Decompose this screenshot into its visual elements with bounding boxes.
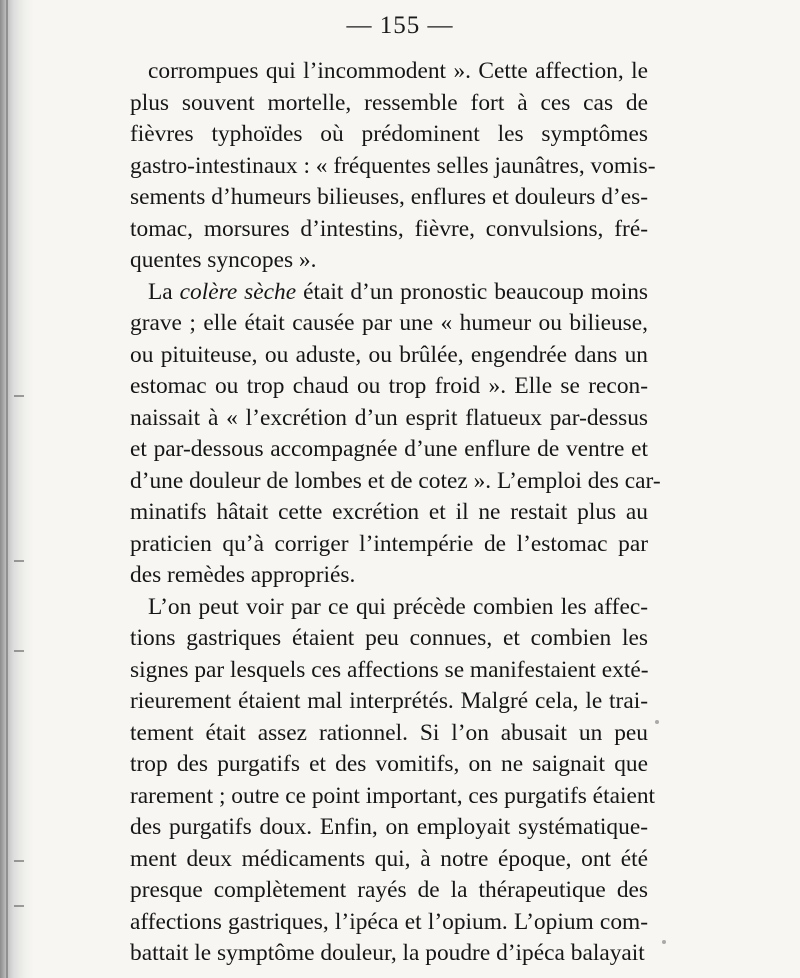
text-line: et par-dessous accompagnée d’une enflure de ventre et: [130, 436, 648, 462]
gutter-mark: [14, 560, 24, 562]
text-line: corrompues qui l’incommodent ». Cette affection, le: [148, 58, 648, 84]
italic-term: colère sèche: [179, 278, 297, 305]
gutter-edge-line: [6, 0, 8, 978]
body-text: [130, 56, 661, 970]
text-line: trop des purgatifs et des vomitifs, on ne saignait que: [130, 751, 648, 777]
text-line: rieurement étaient mal interprétés. Malgré cela, le trai-: [130, 688, 648, 714]
text-line: grave ; elle était causée par une « humeur ou bilieuse,: [130, 310, 648, 336]
text-line: fièvres typhoïdes où prédominent les symptômes: [130, 121, 648, 147]
text-line: d’une douleur de lombes et de cotez ». L’emploi des car-: [130, 467, 661, 494]
text-line: estomac ou trop chaud ou trop froid ». Elle se recon-: [130, 373, 648, 399]
text-line: quentes syncopes ».: [130, 247, 317, 273]
text-segment: La: [148, 278, 180, 305]
text-line: L’on peut voir par ce qui précède combien les affec-: [148, 593, 648, 620]
text-line: plus souvent mortelle, ressemble fort à ces cas de: [130, 89, 648, 116]
text-line: tions gastriques étaient peu connues, et combien les: [130, 625, 648, 651]
text-line: des remèdes appropriés.: [130, 562, 356, 588]
text-line: ou pituiteuse, ou aduste, ou brûlée, engendrée dans un: [130, 341, 648, 368]
paper-speck: [662, 940, 666, 944]
text-line: presque complètement rayés de la thérapeutique des: [130, 877, 648, 903]
text-line: naissait à « l’excrétion d’un esprit flatueux par-dessus: [130, 404, 648, 431]
gutter-mark: [14, 905, 24, 907]
page-number: — 155 —: [346, 12, 454, 39]
text-line: praticien qu’à corriger l’intempérie de l’estomac par: [130, 530, 648, 557]
gutter-mark: [14, 395, 24, 397]
text-line: tement était assez rationnel. Si l’on abusait un peu: [130, 719, 648, 746]
paragraph: [130, 56, 656, 277]
paragraph: [130, 277, 661, 592]
text-line: rarement ; outre ce point important, ces purgatifs étaient: [130, 782, 656, 809]
binding-gutter: [0, 0, 34, 978]
text-line: minatifs hâtait cette excrétion et il ne restait plus au: [130, 499, 648, 525]
paper-speck: [655, 720, 659, 724]
text-line: gastro-intestinaux : « fréquentes selles jaunâtres, vomis-: [130, 152, 656, 179]
text-line: des purgatifs doux. Enfin, on employait systématique-: [130, 814, 648, 840]
text-line: tomac, morsures d’intestins, fièvre, convulsions, fré-: [130, 215, 648, 242]
text-line: [130, 277, 648, 309]
text-line: signes par lesquels ces affections se manifestaient exté-: [130, 656, 649, 683]
paragraph: [130, 592, 656, 970]
text-line: ment deux médicaments qui, à notre époque, ont été: [130, 845, 648, 872]
text-line: battait le symptôme douleur, la poudre d’ipéca balayait: [130, 940, 645, 966]
gutter-mark: [14, 650, 24, 652]
text-segment: était d’un pronostic beaucoup moins: [296, 278, 648, 305]
text-line: affections gastriques, l’ipéca et l’opium. L’opium com-: [130, 908, 648, 935]
text-line: sements d’humeurs bilieuses, enflures et douleurs d’es-: [130, 184, 648, 210]
gutter-mark: [14, 860, 24, 862]
